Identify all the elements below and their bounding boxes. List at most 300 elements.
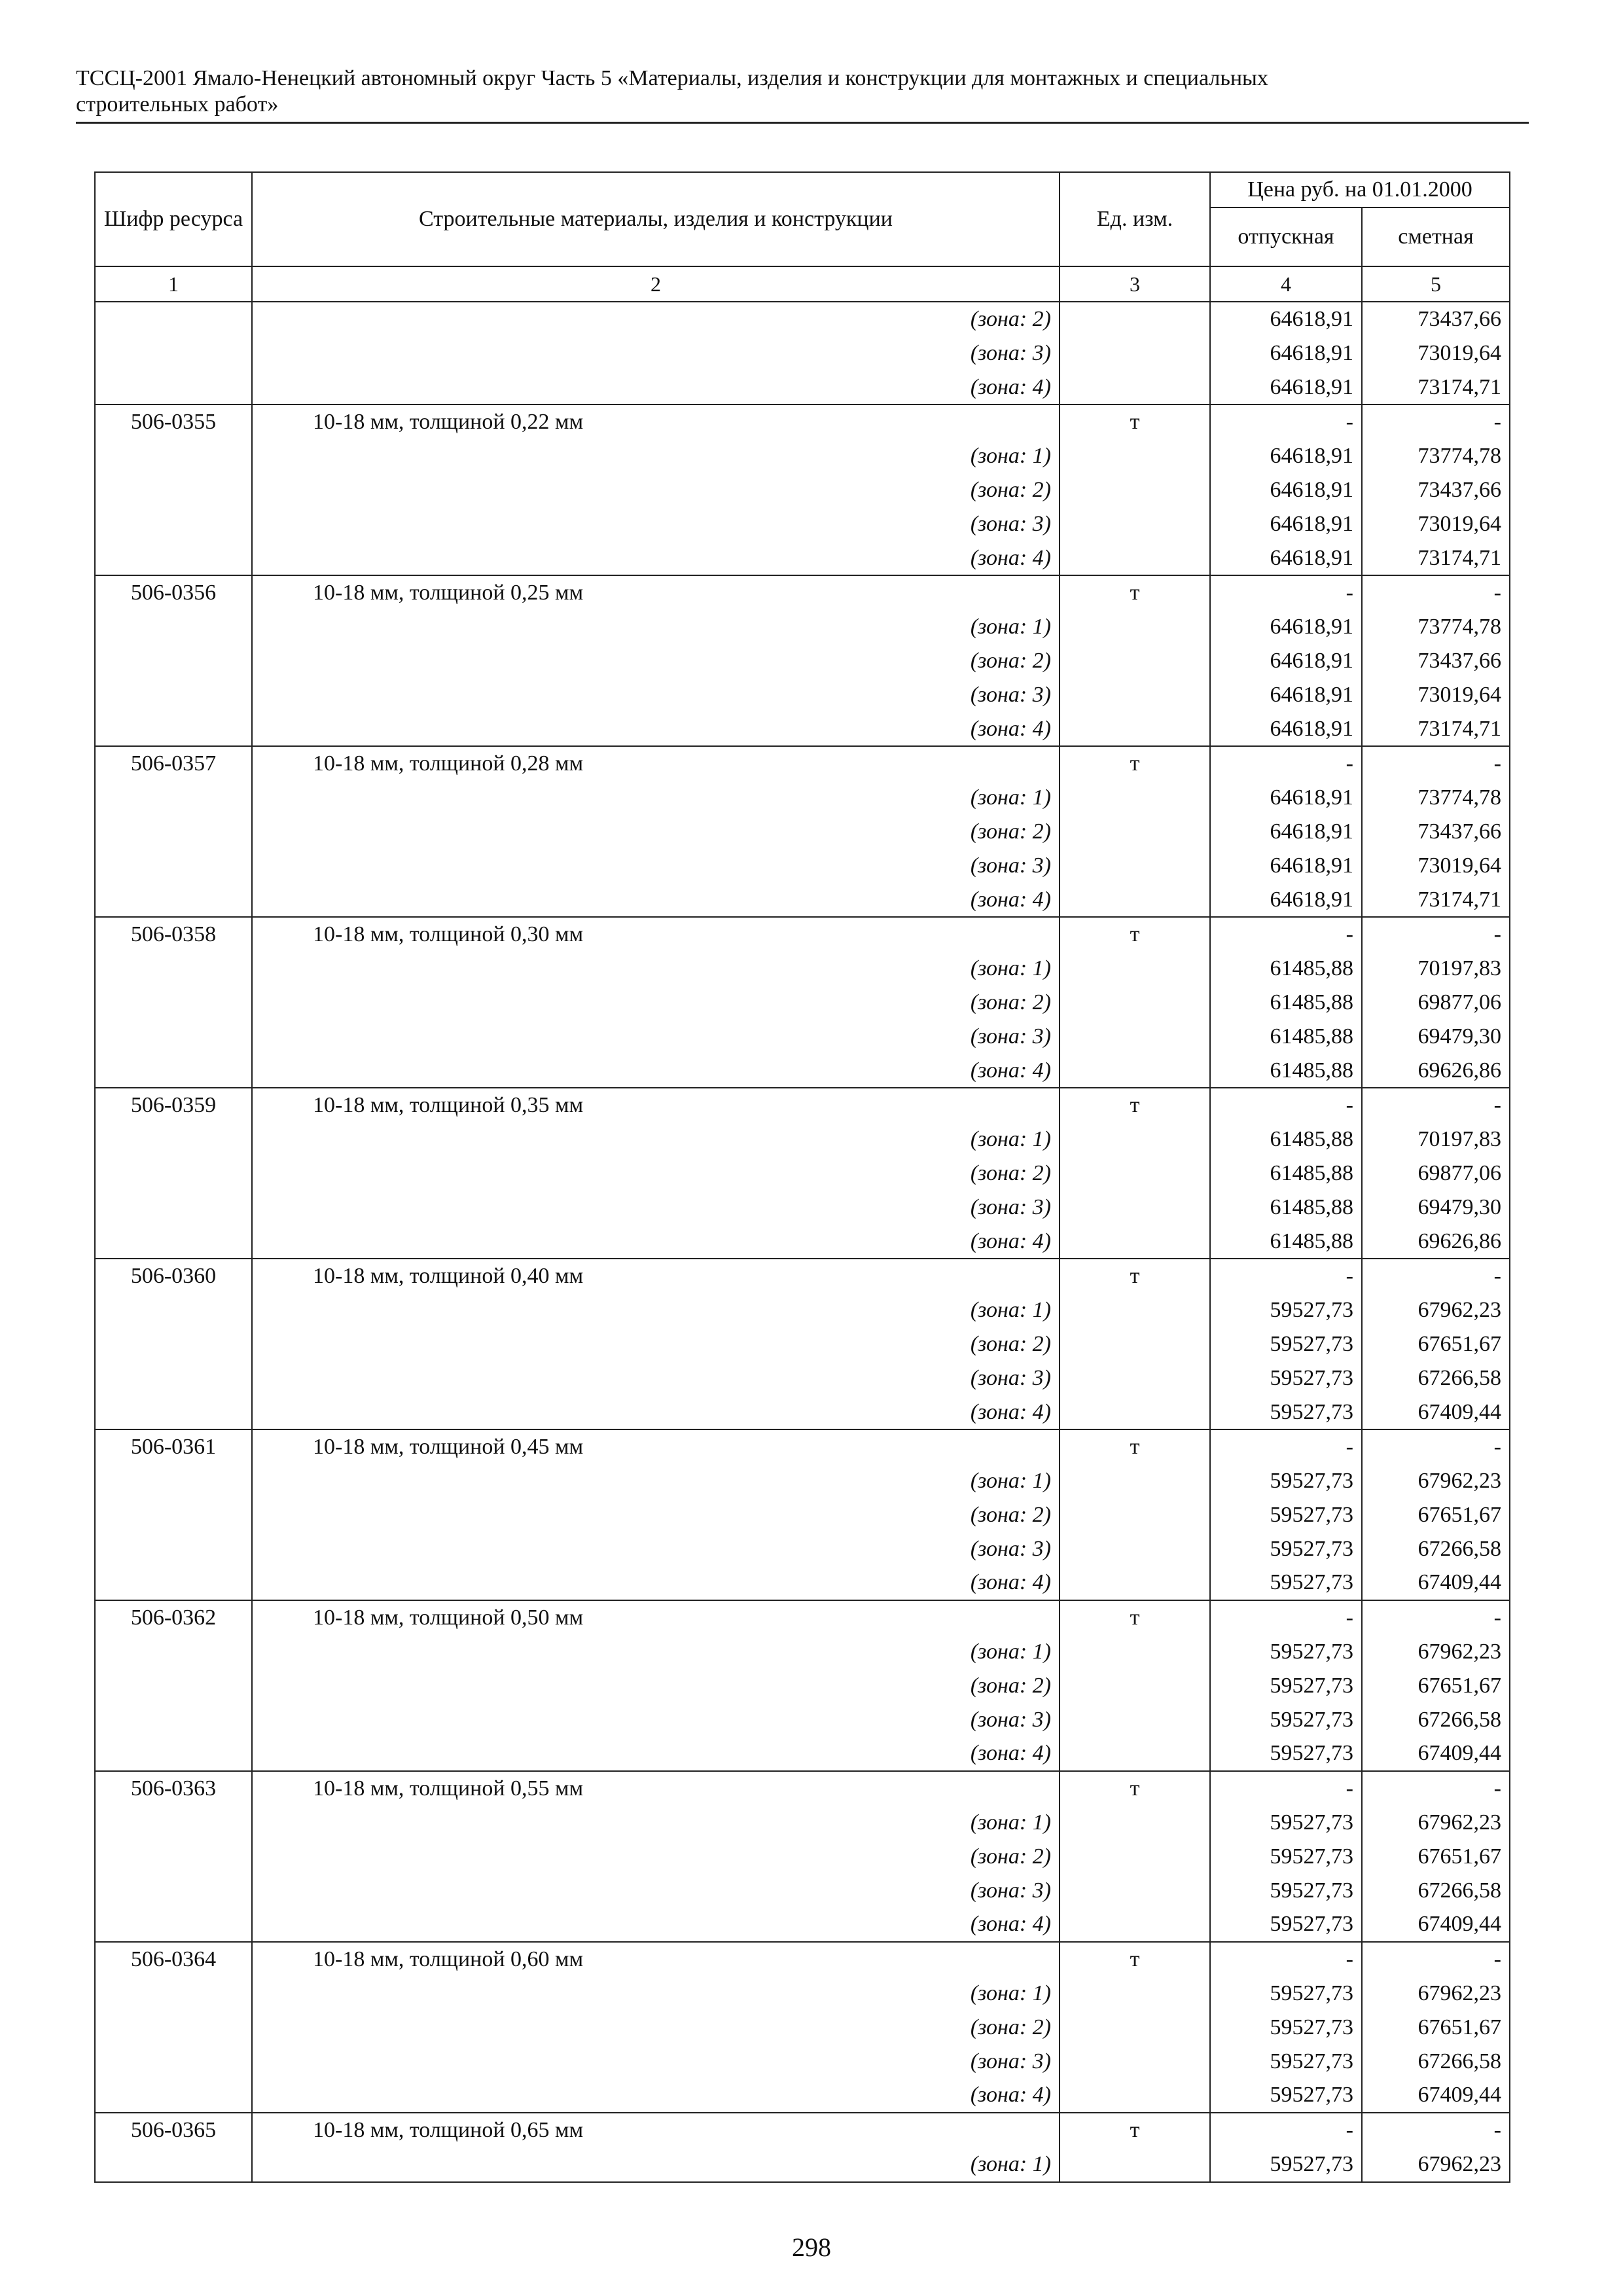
estimate-price-cell: 67962,23 [1362, 1293, 1510, 1327]
zone-label: (зона: 1) [970, 1640, 1051, 1664]
unit-cell-empty [1060, 1566, 1210, 1600]
unit-cell-empty [1060, 781, 1210, 815]
material-cell [252, 1806, 1060, 1840]
table-row [95, 1498, 1510, 1532]
estimate-price-cell: 73019,64 [1362, 507, 1510, 541]
release-price-cell: 61485,88 [1210, 952, 1362, 986]
zone-label: (зона: 2) [970, 1673, 1051, 1698]
estimate-price-cell: 67962,23 [1362, 2147, 1510, 2182]
zone-label: (зона: 1) [970, 956, 1051, 981]
col-number-3: 3 [1060, 266, 1210, 302]
release-price-cell: 59527,73 [1210, 1635, 1362, 1669]
resource-code-empty [95, 1191, 252, 1225]
resource-code: 506-0360 [95, 1259, 252, 1293]
unit-cell-empty [1060, 1703, 1210, 1737]
table-row [95, 439, 1510, 473]
release-price-cell: - [1210, 2113, 1362, 2147]
page-number: 298 [792, 2233, 831, 2262]
release-price-cell: 59527,73 [1210, 1669, 1362, 1703]
zone-label: (зона: 3) [970, 853, 1051, 878]
resource-code-empty [95, 1566, 252, 1600]
material-cell [252, 849, 1060, 883]
zone-label: (зона: 1) [970, 615, 1051, 639]
table-row [95, 1977, 1510, 2011]
table-row [95, 986, 1510, 1020]
resource-code-empty [95, 610, 252, 644]
material-name: 10-18 мм, толщиной 0,65 мм [313, 2118, 584, 2143]
table-row [95, 1327, 1510, 1361]
material-cell [252, 404, 1060, 439]
header-line-2: строительных работ» [76, 92, 279, 117]
table-row [95, 370, 1510, 405]
resource-code-empty [95, 1122, 252, 1157]
unit-cell-empty [1060, 1464, 1210, 1498]
estimate-price-cell: - [1362, 1942, 1510, 1977]
estimate-price-cell: 73174,71 [1362, 370, 1510, 405]
resource-code-empty [95, 1020, 252, 1054]
zone-label: (зона: 4) [970, 1399, 1051, 1424]
unit-cell-empty [1060, 1874, 1210, 1908]
estimate-price-cell: 69877,06 [1362, 986, 1510, 1020]
zone-label: (зона: 2) [970, 990, 1051, 1014]
material-cell [252, 1498, 1060, 1532]
table-row [95, 712, 1510, 747]
unit-cell-empty [1060, 1225, 1210, 1259]
release-price-cell: 59527,73 [1210, 1327, 1362, 1361]
unit-cell-empty [1060, 2011, 1210, 2045]
col-number-5: 5 [1362, 266, 1510, 302]
material-cell [252, 2147, 1060, 2182]
unit-cell-empty [1060, 541, 1210, 576]
unit-cell-empty [1060, 1840, 1210, 1874]
col-number-2: 2 [252, 266, 1060, 302]
release-price-cell: 64618,91 [1210, 507, 1362, 541]
material-cell [252, 610, 1060, 644]
release-price-cell: 64618,91 [1210, 781, 1362, 815]
resource-code-empty [95, 1669, 252, 1703]
material-cell [252, 507, 1060, 541]
resource-code-empty [95, 1874, 252, 1908]
estimate-price-cell: 73774,78 [1362, 439, 1510, 473]
estimate-price-cell: 67651,67 [1362, 2011, 1510, 2045]
table-row [95, 1293, 1510, 1327]
material-cell [252, 1840, 1060, 1874]
resource-code-empty [95, 1840, 252, 1874]
material-cell [252, 1703, 1060, 1737]
unit-cell: т [1060, 1600, 1210, 1635]
release-price-cell: 61485,88 [1210, 1054, 1362, 1088]
material-cell [252, 1600, 1060, 1635]
estimate-price-cell: 67266,58 [1362, 1361, 1510, 1395]
material-cell [252, 1464, 1060, 1498]
resource-code-empty [95, 2011, 252, 2045]
zone-label: (зона: 2) [970, 2015, 1051, 2039]
material-cell [252, 917, 1060, 952]
release-price-cell: - [1210, 746, 1362, 781]
unit-cell-empty [1060, 712, 1210, 747]
unit-cell-empty [1060, 1669, 1210, 1703]
release-price-cell: 61485,88 [1210, 1157, 1362, 1191]
resource-code: 506-0358 [95, 917, 252, 952]
zone-label: (зона: 2) [970, 648, 1051, 673]
resource-code: 506-0365 [95, 2113, 252, 2147]
material-cell [252, 952, 1060, 986]
resource-code-empty [95, 1395, 252, 1430]
unit-cell-empty [1060, 1191, 1210, 1225]
table-row [95, 302, 1510, 336]
material-cell [252, 2078, 1060, 2113]
table-row [95, 336, 1510, 370]
zone-label: (зона: 3) [970, 1194, 1051, 1219]
estimate-price-cell: 73774,78 [1362, 610, 1510, 644]
unit-cell-empty [1060, 2045, 1210, 2079]
material-name: 10-18 мм, толщиной 0,35 мм [313, 1093, 584, 1118]
material-cell [252, 678, 1060, 712]
zone-label: (зона: 4) [970, 887, 1051, 912]
estimate-price-cell: 67962,23 [1362, 1464, 1510, 1498]
header-line-1: ТССЦ-2001 Ямало-Ненецкий автономный округ Часть 5 «Материалы, изделия и конструкции для монтажных и специальных [76, 66, 1268, 90]
material-cell [252, 1771, 1060, 1806]
material-cell [252, 302, 1060, 336]
unit-cell-empty [1060, 1736, 1210, 1771]
material-name: 10-18 мм, толщиной 0,22 мм [313, 410, 584, 435]
resource-code-empty [95, 1498, 252, 1532]
resource-code-empty [95, 952, 252, 986]
table-row [95, 1225, 1510, 1259]
table-row [95, 1669, 1510, 1703]
zone-label: (зона: 3) [970, 340, 1051, 365]
release-price-cell: 64618,91 [1210, 336, 1362, 370]
material-cell [252, 575, 1060, 610]
zone-label: (зона: 1) [970, 1981, 1051, 2006]
release-price-cell: 61485,88 [1210, 986, 1362, 1020]
resource-code-empty [95, 1157, 252, 1191]
estimate-price-cell: 69877,06 [1362, 1157, 1510, 1191]
unit-cell-empty [1060, 1806, 1210, 1840]
zone-label: (зона: 1) [970, 2152, 1051, 2177]
estimate-price-cell: 73019,64 [1362, 336, 1510, 370]
release-price-cell: 59527,73 [1210, 1874, 1362, 1908]
zone-label: (зона: 4) [970, 1570, 1051, 1595]
unit-cell: т [1060, 404, 1210, 439]
unit-cell-empty [1060, 1361, 1210, 1395]
release-price-cell: - [1210, 1771, 1362, 1806]
estimate-price-cell: 73174,71 [1362, 883, 1510, 918]
col-header-estimate: сметная [1362, 207, 1510, 266]
estimate-price-cell: 67266,58 [1362, 1703, 1510, 1737]
zone-label: (зона: 4) [970, 716, 1051, 741]
estimate-price-cell: 69626,86 [1362, 1054, 1510, 1088]
zone-label: (зона: 2) [970, 819, 1051, 844]
material-cell [252, 2113, 1060, 2147]
table-row [95, 1874, 1510, 1908]
material-name: 10-18 мм, толщиной 0,40 мм [313, 1264, 584, 1289]
estimate-price-cell: - [1362, 2113, 1510, 2147]
unit-cell: т [1060, 1429, 1210, 1464]
estimate-price-cell: 73774,78 [1362, 781, 1510, 815]
release-price-cell: 61485,88 [1210, 1225, 1362, 1259]
zone-label: (зона: 4) [970, 1229, 1051, 1253]
zone-label: (зона: 4) [970, 2083, 1051, 2108]
zone-label: (зона: 1) [970, 444, 1051, 469]
table-row [95, 746, 1510, 781]
table-row [95, 1635, 1510, 1669]
table-row [95, 1532, 1510, 1566]
material-cell [252, 1122, 1060, 1157]
resource-code: 506-0357 [95, 746, 252, 781]
release-price-cell: 59527,73 [1210, 2011, 1362, 2045]
estimate-price-cell: 67266,58 [1362, 1532, 1510, 1566]
table-row [95, 883, 1510, 918]
table-row [95, 1157, 1510, 1191]
unit-cell-empty [1060, 1977, 1210, 2011]
material-name: 10-18 мм, толщиной 0,30 мм [313, 922, 584, 947]
resource-code-empty [95, 883, 252, 918]
resource-code: 506-0363 [95, 1771, 252, 1806]
zone-label: (зона: 3) [970, 1707, 1051, 1732]
col-header-code: Шифр ресурса [95, 172, 252, 266]
estimate-price-cell: 69626,86 [1362, 1225, 1510, 1259]
material-cell [252, 439, 1060, 473]
release-price-cell: 59527,73 [1210, 1532, 1362, 1566]
material-cell [252, 1191, 1060, 1225]
unit-cell: т [1060, 1771, 1210, 1806]
release-price-cell: - [1210, 1259, 1362, 1293]
unit-cell-empty [1060, 370, 1210, 405]
unit-cell-empty [1060, 439, 1210, 473]
release-price-cell: 64618,91 [1210, 678, 1362, 712]
table-row [95, 1054, 1510, 1088]
table-row [95, 575, 1510, 610]
unit-cell-empty [1060, 849, 1210, 883]
release-price-cell: - [1210, 575, 1362, 610]
material-cell [252, 541, 1060, 576]
release-price-cell: 64618,91 [1210, 370, 1362, 405]
resource-code-empty [95, 2045, 252, 2079]
table-row [95, 2147, 1510, 2182]
zone-label: (зона: 2) [970, 477, 1051, 502]
estimate-price-cell: - [1362, 1088, 1510, 1122]
resource-code-empty [95, 1054, 252, 1088]
resource-code-empty [95, 1907, 252, 1942]
unit-cell-empty [1060, 336, 1210, 370]
release-price-cell: - [1210, 404, 1362, 439]
unit-cell-empty [1060, 473, 1210, 507]
table-row [95, 1840, 1510, 1874]
material-name: 10-18 мм, толщиной 0,55 мм [313, 1776, 584, 1801]
material-cell [252, 883, 1060, 918]
table-row [95, 1771, 1510, 1806]
release-price-cell: - [1210, 1600, 1362, 1635]
estimate-price-cell: 73437,66 [1362, 302, 1510, 336]
material-cell [252, 644, 1060, 678]
estimate-price-cell: - [1362, 746, 1510, 781]
table-row [95, 1191, 1510, 1225]
estimate-price-cell: 73174,71 [1362, 541, 1510, 576]
table-row [95, 1703, 1510, 1737]
material-cell [252, 781, 1060, 815]
resource-code: 506-0364 [95, 1942, 252, 1977]
release-price-cell: 59527,73 [1210, 1293, 1362, 1327]
resource-code: 506-0355 [95, 404, 252, 439]
resource-code-empty [95, 302, 252, 336]
material-cell [252, 336, 1060, 370]
material-cell [252, 1942, 1060, 1977]
table-row [95, 1907, 1510, 1942]
resource-code-empty [95, 2078, 252, 2113]
resource-code-empty [95, 1293, 252, 1327]
resource-code-empty [95, 1806, 252, 1840]
estimate-price-cell: 67409,44 [1362, 2078, 1510, 2113]
estimate-price-cell: 67409,44 [1362, 1395, 1510, 1430]
resource-code-empty [95, 1327, 252, 1361]
release-price-cell: - [1210, 917, 1362, 952]
resource-code-empty [95, 815, 252, 849]
estimate-price-cell: - [1362, 1600, 1510, 1635]
table-body [95, 302, 1510, 2182]
release-price-cell: - [1210, 1088, 1362, 1122]
release-price-cell: 64618,91 [1210, 644, 1362, 678]
resource-code-empty [95, 849, 252, 883]
zone-label: (зона: 3) [970, 1024, 1051, 1049]
price-table [94, 171, 1510, 2183]
estimate-price-cell: - [1362, 1259, 1510, 1293]
table-row [95, 1361, 1510, 1395]
release-price-cell: 61485,88 [1210, 1191, 1362, 1225]
material-cell [252, 473, 1060, 507]
table-row [95, 1122, 1510, 1157]
zone-label: (зона: 1) [970, 785, 1051, 810]
resource-code: 506-0359 [95, 1088, 252, 1122]
material-cell [252, 1907, 1060, 1942]
release-price-cell: 61485,88 [1210, 1122, 1362, 1157]
unit-cell-empty [1060, 815, 1210, 849]
table-row [95, 1600, 1510, 1635]
estimate-price-cell: 73437,66 [1362, 473, 1510, 507]
unit-cell-empty [1060, 1498, 1210, 1532]
resource-code-empty [95, 1361, 252, 1395]
material-cell [252, 1293, 1060, 1327]
material-cell [252, 1088, 1060, 1122]
table-row [95, 2113, 1510, 2147]
resource-code-empty [95, 370, 252, 405]
table-row [95, 815, 1510, 849]
zone-label: (зона: 3) [970, 1536, 1051, 1561]
zone-label: (зона: 2) [970, 307, 1051, 331]
resource-code-empty [95, 439, 252, 473]
release-price-cell: 59527,73 [1210, 1566, 1362, 1600]
release-price-cell: 59527,73 [1210, 1361, 1362, 1395]
table-row [95, 507, 1510, 541]
table-row [95, 2011, 1510, 2045]
zone-label: (зона: 2) [970, 1502, 1051, 1527]
resource-code-empty [95, 678, 252, 712]
resource-code-empty [95, 712, 252, 747]
resource-code-empty [95, 1635, 252, 1669]
zone-label: (зона: 3) [970, 1878, 1051, 1903]
resource-code-empty [95, 1464, 252, 1498]
resource-code-empty [95, 473, 252, 507]
estimate-price-cell: 67409,44 [1362, 1907, 1510, 1942]
table-row [95, 1806, 1510, 1840]
material-cell [252, 1054, 1060, 1088]
material-cell [252, 712, 1060, 747]
table-row [95, 1942, 1510, 1977]
table-row [95, 1395, 1510, 1430]
zone-label: (зона: 1) [970, 1298, 1051, 1323]
release-price-cell: 59527,73 [1210, 1907, 1362, 1942]
release-price-cell: - [1210, 1942, 1362, 1977]
col-number-4: 4 [1210, 266, 1362, 302]
unit-cell-empty [1060, 1293, 1210, 1327]
zone-label: (зона: 1) [970, 1127, 1051, 1152]
unit-cell-empty [1060, 1157, 1210, 1191]
document-header [76, 65, 1529, 118]
estimate-price-cell: 67651,67 [1362, 1498, 1510, 1532]
zone-label: (зона: 4) [970, 1912, 1051, 1937]
material-cell [252, 2011, 1060, 2045]
release-price-cell: 64618,91 [1210, 541, 1362, 576]
estimate-price-cell: 67266,58 [1362, 2045, 1510, 2079]
table-row [95, 1736, 1510, 1771]
header-divider [76, 122, 1529, 124]
material-cell [252, 1566, 1060, 1600]
unit-cell: т [1060, 2113, 1210, 2147]
material-cell [252, 1327, 1060, 1361]
estimate-price-cell: 73437,66 [1362, 815, 1510, 849]
table-row [95, 610, 1510, 644]
resource-code: 506-0356 [95, 575, 252, 610]
unit-cell-empty [1060, 1020, 1210, 1054]
material-cell [252, 1225, 1060, 1259]
zone-label: (зона: 1) [970, 1469, 1051, 1494]
unit-cell-empty [1060, 1907, 1210, 1942]
table-row [95, 541, 1510, 576]
unit-cell-empty [1060, 610, 1210, 644]
material-name: 10-18 мм, толщиной 0,25 мм [313, 581, 584, 605]
unit-cell-empty [1060, 1122, 1210, 1157]
release-price-cell: 59527,73 [1210, 1395, 1362, 1430]
release-price-cell: 59527,73 [1210, 1806, 1362, 1840]
col-header-release: отпускная [1210, 207, 1362, 266]
unit-cell-empty [1060, 1327, 1210, 1361]
col-header-price: Цена руб. на 01.01.2000 [1210, 172, 1510, 207]
material-cell [252, 1977, 1060, 2011]
unit-cell-empty [1060, 883, 1210, 918]
zone-label: (зона: 1) [970, 1810, 1051, 1835]
resource-code-empty [95, 644, 252, 678]
release-price-cell: 64618,91 [1210, 849, 1362, 883]
zone-label: (зона: 4) [970, 1058, 1051, 1083]
material-cell [252, 815, 1060, 849]
release-price-cell: 61485,88 [1210, 1020, 1362, 1054]
table-row [95, 781, 1510, 815]
unit-cell-empty [1060, 644, 1210, 678]
unit-cell-empty [1060, 1395, 1210, 1430]
table-row [95, 678, 1510, 712]
material-cell [252, 1361, 1060, 1395]
resource-code-empty [95, 2147, 252, 2182]
table-row [95, 2078, 1510, 2113]
material-cell [252, 1429, 1060, 1464]
col-header-unit: Ед. изм. [1060, 172, 1210, 266]
release-price-cell: 64618,91 [1210, 439, 1362, 473]
table-row [95, 917, 1510, 952]
estimate-price-cell: 73019,64 [1362, 678, 1510, 712]
table-row [95, 404, 1510, 439]
release-price-cell: 59527,73 [1210, 2078, 1362, 2113]
material-cell [252, 1020, 1060, 1054]
